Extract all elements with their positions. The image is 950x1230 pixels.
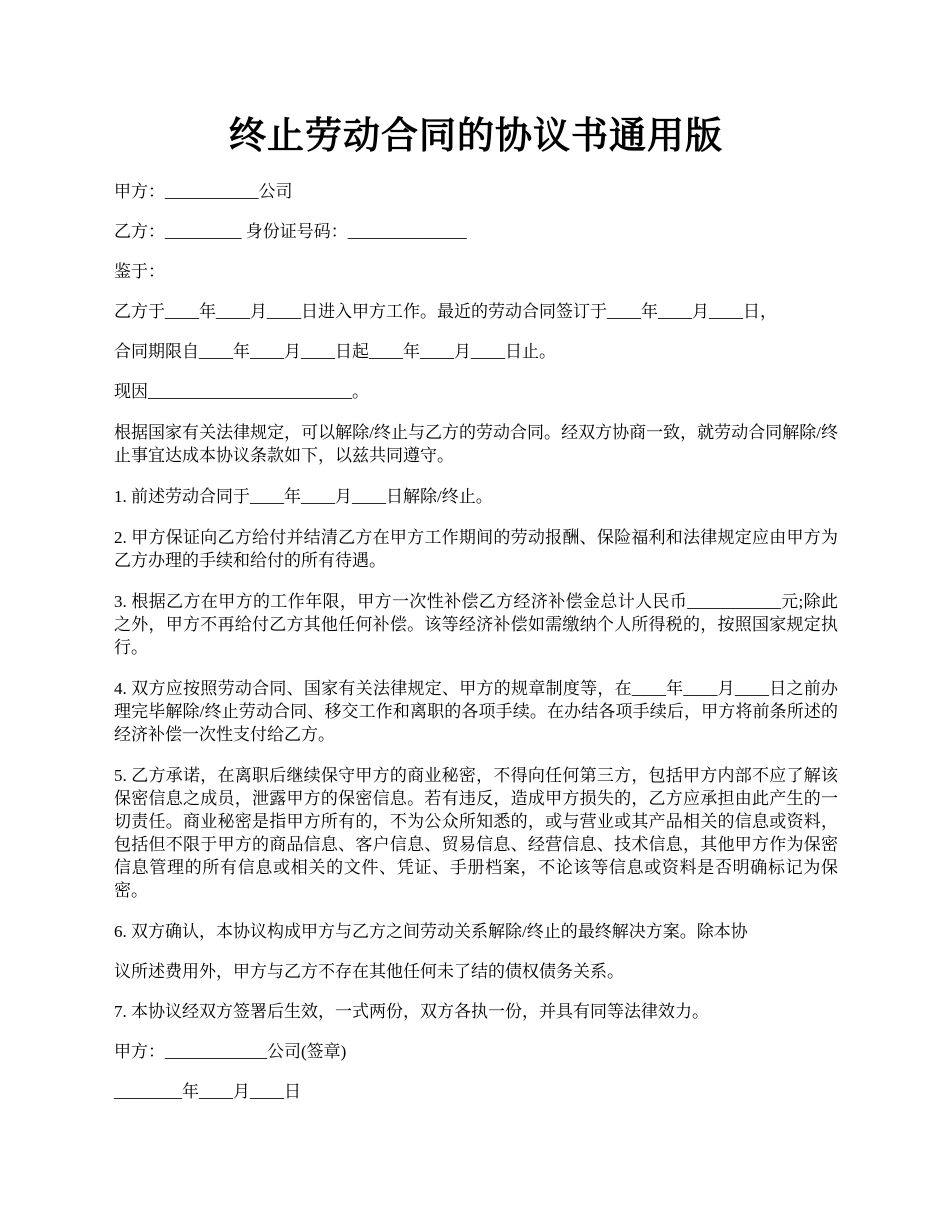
clause-6-part-1: 6. 双方确认，本协议构成甲方与乙方之间劳动关系解除/终止的最终解决方案。除本协 bbox=[114, 922, 748, 941]
preamble-paragraph: 根据国家有关法律规定，可以解除/终止与乙方的劳动合同。经双方协商一致，就劳动合同解除/终止事宜达成本协议条款如下，以兹共同遵守。 bbox=[114, 423, 838, 465]
party-b-line: 乙方：_________ 身份证号码：______________ bbox=[114, 222, 467, 241]
clause-4: 4. 双方应按照劳动合同、国家有关法律规定、甲方的规章制度等，在____年____月____日之前办理完毕解除/终止劳动合同、移交工作和离职的各项手续。在办结各项手续后，甲方将前条所述的经济补偿一次性支付给乙方。 bbox=[114, 679, 838, 744]
clause-6-part-2: 议所述费用外，甲方与乙方不存在其他任何未了结的债权债务关系。 bbox=[114, 962, 624, 981]
whereas-heading: 鉴于： bbox=[114, 262, 165, 281]
clause-3: 3. 根据乙方在甲方的工作年限，甲方一次性补偿乙方经济补偿金总计人民币___________元;除此之外，甲方不再给付乙方其他任何补偿。该等经济补偿如需缴纳个人所得税的，按照国家规定执行。 bbox=[114, 592, 838, 657]
party-a-line: 甲方：___________公司 bbox=[114, 182, 293, 201]
employment-start-line: 乙方于____年____月____日进入甲方工作。最近的劳动合同签订于____年____月____日， bbox=[114, 302, 777, 321]
reason-line: 现因________________________。 bbox=[114, 382, 369, 401]
party-a-signature-line: 甲方：____________公司(签章) bbox=[114, 1042, 347, 1061]
contract-term-line: 合同期限自____年____月____日起____年____月____日止。 bbox=[114, 342, 556, 361]
clause-2: 2. 甲方保证向乙方给付并结清乙方在甲方工作期间的劳动报酬、保险福利和法律规定应由甲方为乙方办理的手续和给付的所有待遇。 bbox=[114, 528, 838, 570]
document-title: 终止劳动合同的协议书通用版 bbox=[229, 116, 723, 157]
clause-7: 7. 本协议经双方签署后生效，一式两份，双方各执一份，并具有同等法律效力。 bbox=[114, 1002, 709, 1021]
clause-5: 5. 乙方承诺，在离职后继续保守甲方的商业秘密，不得向任何第三方，包括甲方内部不应了解该保密信息之成员，泄露甲方的保密信息。若有违反，造成甲方损失的，乙方应承担由此产生的一切责任。商业秘密是指甲方所有的，不为公众所知悉的，或与营业或其产品相关的信息或资料，包括但不限于甲方的商品信息、客户信息、贸易信息、经营信息、技术信息，其他甲方作为保密信息管理的所有信息或相关的文件、凭证、手册档案，不论该等信息或资料是否明确标记为保密。 bbox=[114, 766, 838, 900]
signature-date-line: ________年____月____日 bbox=[114, 1082, 301, 1101]
document-body bbox=[114, 180, 838, 1103]
clause-1: 1. 前述劳动合同于____年____月____日解除/终止。 bbox=[114, 487, 493, 506]
